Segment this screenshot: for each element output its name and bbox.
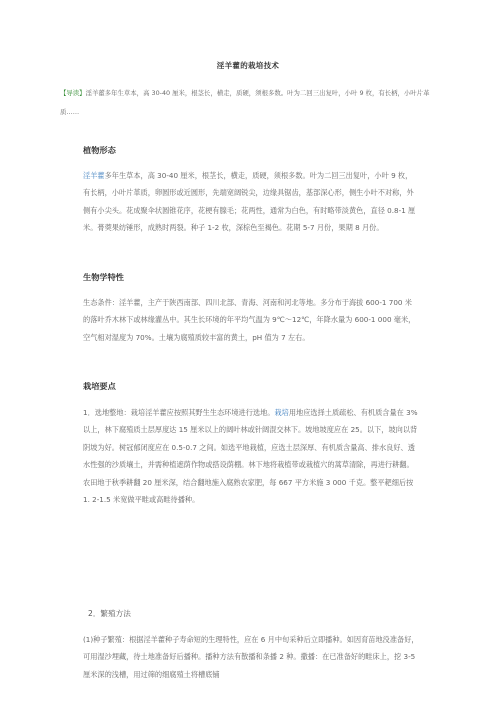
- biology-paragraph: 生态条件：淫羊藿，主产于陕西南部、四川北部、青海、河南和河北等地。多分布于海拔 600-1 700 米的落叶乔木林下或林缘灌丛中。其生长环境的年平均气温为 9℃～12℃，年降水量为 600-1 000 毫米，空气相对湿度为 70%。土壤为腐殖质较丰富的黄土，pH 值为 7 左右。: [83, 298, 416, 342]
- document-title: 淫羊藿的栽培技术: [216, 61, 280, 70]
- morphology-highlight-link[interactable]: 淫羊藿: [83, 171, 105, 180]
- section-heading-biology: 生物学特性: [83, 272, 124, 282]
- cultivation-p1-start: 1．选地整地：栽培淫羊藿应按照其野生生态环境进行选地。: [83, 408, 275, 417]
- morphology-paragraph: [83, 167, 419, 237]
- summary-tag: 【导读】: [60, 89, 86, 97]
- propagation-paragraph: (1)种子繁殖：根据淫羊藿种子寿命短的生理特性，应在 6 月中旬采种后立即播种。如因育苗地没准备好，可用湿沙埋藏，待土地准备好后播种。播种方法有散播和条播 2 种。撒播：在已准备好的畦床上，挖 3-5 厘米深的浅槽，用过筛的细腐殖土将槽底铺: [83, 635, 419, 679]
- cultivation-p1-rest: 用地应选择土质疏松、有机质含量在 3%以上，林下腐殖质土层厚度达 15 厘米以上的阔叶林或针阔混交林下。坡地坡度应在 25。以下，坡向以背阴坡为好。树冠郁闭度应在 0.5-0.7 之间。如选平地栽植，应选土层深厚、有机质含量高、排水良好、透水性强的沙质壤土，并需种植遮荫作物或搭设荫棚。林下地将栽植带或栽植穴的蒿草清除，再进行耕翻。农田地于秋季耕翻 20 厘米深，结合翻地施入腐熟农家肥，每 667 平方米施 3 000 千克。整平耙细后按 1. 2-1.5 米宽做平畦或高畦待播种。: [83, 408, 418, 505]
- section-heading-morphology: 植物形态: [83, 145, 116, 155]
- cultivation-paragraph-1: [83, 404, 419, 508]
- summary-text: 淫羊藿多年生草本，高 30-40 厘米，根茎长，横走，质硬，须根多数。叶为二回三出复叶，小叶 9 枚，有长柄，小叶片革质……: [60, 89, 430, 116]
- morphology-text: 多年生草本，高 30-40 厘米，根茎长，横走，质硬，须根多数。叶为二回三出复叶，小叶 9 枚，有长柄，小叶片革质，卵圆形或近圆形，先端宽阔锐尖，边缘具锯齿，基部深心形，侧生小叶不对称，外侧有小尖头。花成聚伞状圆锥花序，花梗有腺毛；花两性，通常为白色，有时略带淡黄色，直径 0.8-1 厘米。蓇葖果纺锤形，成熟时两裂。种子 1-2 枚，深棕色至褐色。花期 5-7 月份，果期 8 月份。: [83, 171, 416, 233]
- section-heading-cultivation: 栽培要点: [83, 381, 116, 391]
- cultivation-highlight-link[interactable]: 栽培: [274, 408, 289, 417]
- summary-paragraph: [60, 84, 440, 122]
- subheading-propagation: 2．繁殖方法: [88, 609, 131, 618]
